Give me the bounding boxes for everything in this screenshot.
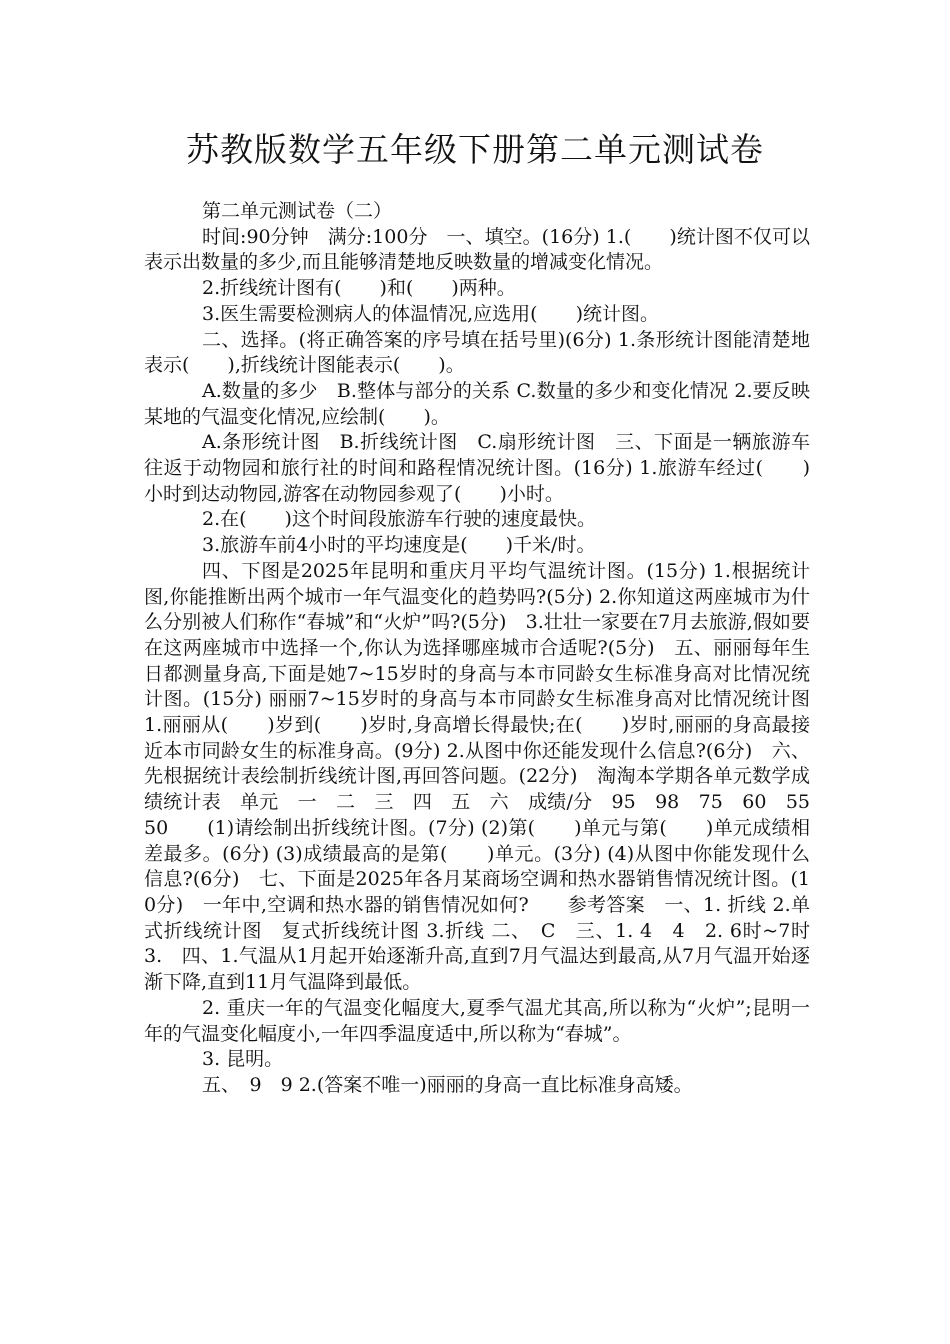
paragraph-sections-4-to-answers: 四、下图是2025年昆明和重庆月平均气温统计图。(15分) 1.根据统计图,你能推断出两个城市一年气温变化的趋势吗?(5分) 2.你知道这两座城市为什么分别被人们称作“春城”和“火炉”吗?(5分) 3.壮壮一家要在7月去旅游,假如要在这两座城市中选择一个,你认为选择哪座城市合适呢?(5分) 五、丽丽每年生日都测量身高,下面是她7~15岁时的身高与本市同龄女生标准身高对比情况统计图。(15分) 丽丽7~15岁时的身高与本市同龄女生标准身高对比情况统计图 1.丽丽从( )岁到( )岁时,身高增长得最快;在( )岁时,丽丽的身高最接近本市同龄女生的标准身高。(9分) 2.从图中你还能发现什么信息?(6分) 六、先根据统计表绘制折线统计图,再回答问题。(22分) 淘淘本学期各单元数学成绩统计表 单元 一 二 三 四 五 六 成绩/分 95 98 75 60 55 50 (1)请绘制出折线统计图。(7分) (2)第( )单元与第( )单元成绩相差最多。(6分) (3)成绩最高的是第( )单元。(3分) (4)从图中你能发现什么信息?(6分) 七、下面是2025年各月某商场空调和热水器销售情况统计图。(10分) 一年中,空调和热水器的销售情况如何? 参考答案 一、1. 折线 2.单式折线统计图 复式折线统计图 3.折线 二、 C 三、1. 4 4 2. 6时~7时 3. 四、1.气温从1月起开始逐渐升高,直到7月气温达到最高,从7月气温开始逐渐下降,直到11月气温降到最低。: [144, 559, 830, 994]
paragraph-answer-4-3: 3. 昆明。: [202, 1048, 284, 1071]
paragraph-answer-5: 五、 9 9 2.(答案不唯一)丽丽的身高一直比标准身高矮。: [202, 1073, 693, 1096]
paragraph-choice-1: 二、选择。(将正确答案的序号填在括号里)(6分) 1.条形统计图能清楚地表示( ),折线统计图能表示( )。: [144, 328, 810, 377]
paragraph-unit-subtitle: 第二单元测试卷（二）: [202, 200, 393, 222]
paragraph-choice-options-1: A.数量的多少 B.整体与部分的关系 C.数量的多少和变化情况 2.要反映某地的气温变化情况,应绘制( )。: [144, 379, 810, 428]
paragraph-answer-4-2: 2. 重庆一年的气温变化幅度大,夏季气温尤其高,所以称为“火炉”;昆明一年的气温变化幅度小,一年四季温度适中,所以称为“春城”。: [144, 996, 810, 1045]
paragraph-fill-in-2: 2.折线统计图有( )和( )两种。: [202, 277, 516, 300]
document-body: [144, 199, 830, 1099]
paragraph-section-3-q3: 3.旅游车前4小时的平均速度是( )千米/时。: [202, 534, 596, 557]
paragraph-fill-in-1: 时间:90分钟 满分:100分 一、填空。(16分) 1.( )统计图不仅可以表示出数量的多少,而且能够清楚地反映数量的增减变化情况。: [144, 225, 810, 274]
document-title: 苏教版数学五年级下册第二单元测试卷: [186, 130, 764, 169]
paragraph-fill-in-3: 3.医生需要检测病人的体温情况,应选用( )统计图。: [202, 302, 659, 325]
paragraph-choice-options-2: A.条形统计图 B.折线统计图 C.扇形统计图 三、下面是一辆旅游车往返于动物园和旅行社的时间和路程情况统计图。(16分) 1.旅游车经过( )小时到达动物园,游客在动物园参观了( )小时。: [144, 431, 810, 505]
paragraph-section-3-q2: 2.在( )这个时间段旅游车行驶的速度最快。: [202, 508, 596, 531]
